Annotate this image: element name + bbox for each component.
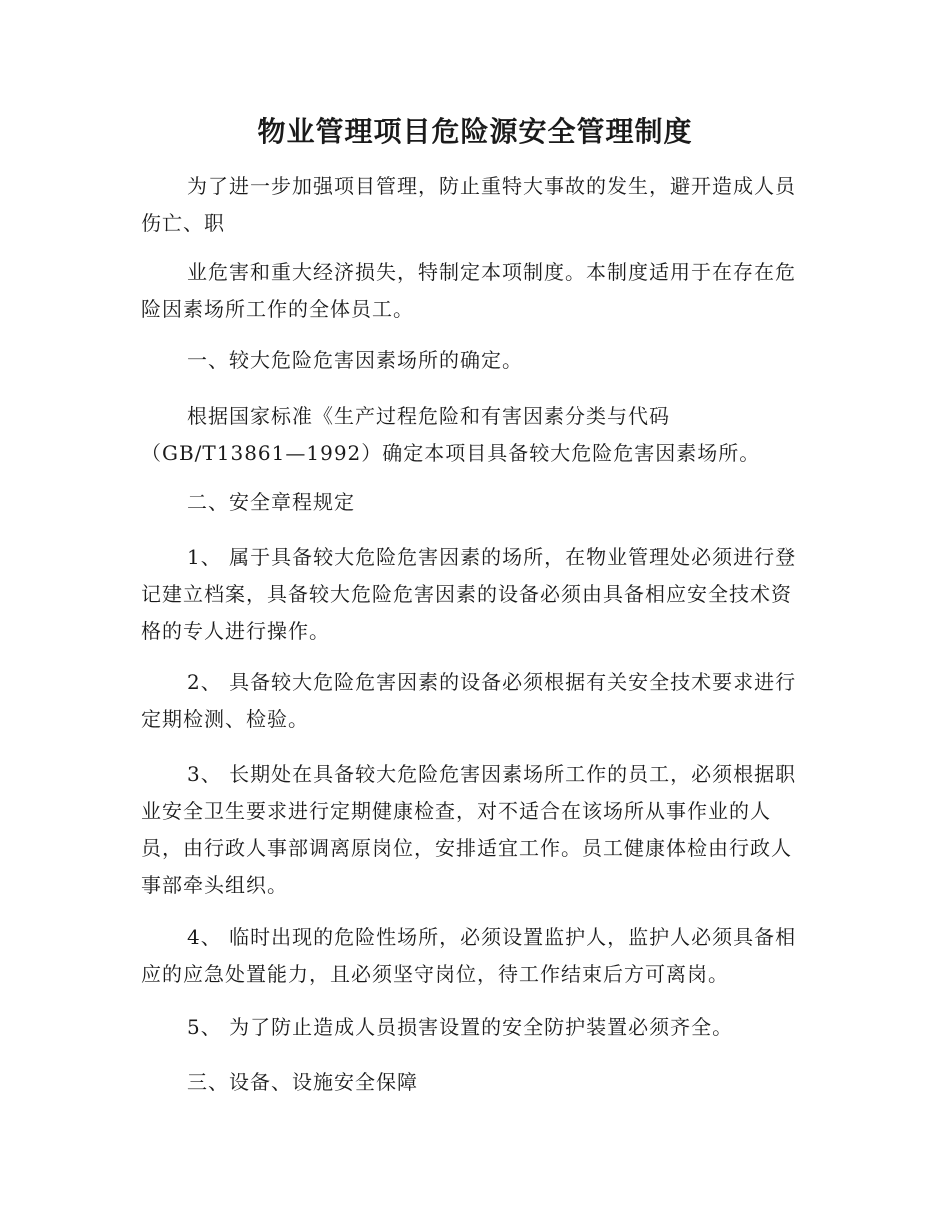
paragraph-section-1: 根据国家标准《生产过程危险和有害因素分类与代码（GB/T13861—1992）确定本项目具备较大危险危害因素场所。 bbox=[141, 404, 761, 465]
list-item-4: 4、 临时出现的危险性场所，必须设置监护人，监护人必须具备相应的应急处置能力，且必须坚守岗位，待工作结束后方可离岗。 bbox=[141, 925, 797, 986]
section-heading-1: 一、较大危险危害因素场所的确定。 bbox=[187, 348, 523, 372]
list-item-1: 1、 属于具备较大危险危害因素的场所，在物业管理处必须进行登记建立档案，具备较大危险危害因素的设备必须由具备相应安全技术资格的专人进行操作。 bbox=[141, 545, 797, 643]
paragraph-intro-1: 为了进一步加强项目管理，防止重特大事故的发生，避开造成人员伤亡、职 bbox=[141, 174, 796, 235]
list-item-3: 3、 长期处在具备较大危险危害因素场所工作的员工，必须根据职业安全卫生要求进行定期健康检查，对不适合在该场所从事作业的人员，由行政人事部调离原岗位，安排适宜工作。员工健康体检由行政人事部牵头组织。 bbox=[141, 762, 797, 897]
list-item-5: 5、 为了防止造成人员损害设置的安全防护装置必须齐全。 bbox=[187, 1015, 734, 1039]
list-item-2: 2、 具备较大危险危害因素的设备必须根据有关安全技术要求进行定期检测、检验。 bbox=[141, 670, 797, 731]
paragraph-intro-2: 业危害和重大经济损失，特制定本项制度。本制度适用于在存在危险因素场所工作的全体员工。 bbox=[141, 260, 796, 321]
document-title: 物业管理项目危险源安全管理制度 bbox=[257, 115, 693, 148]
section-heading-2: 二、安全章程规定 bbox=[187, 490, 355, 514]
section-heading-3: 三、设备、设施安全保障 bbox=[187, 1070, 418, 1094]
